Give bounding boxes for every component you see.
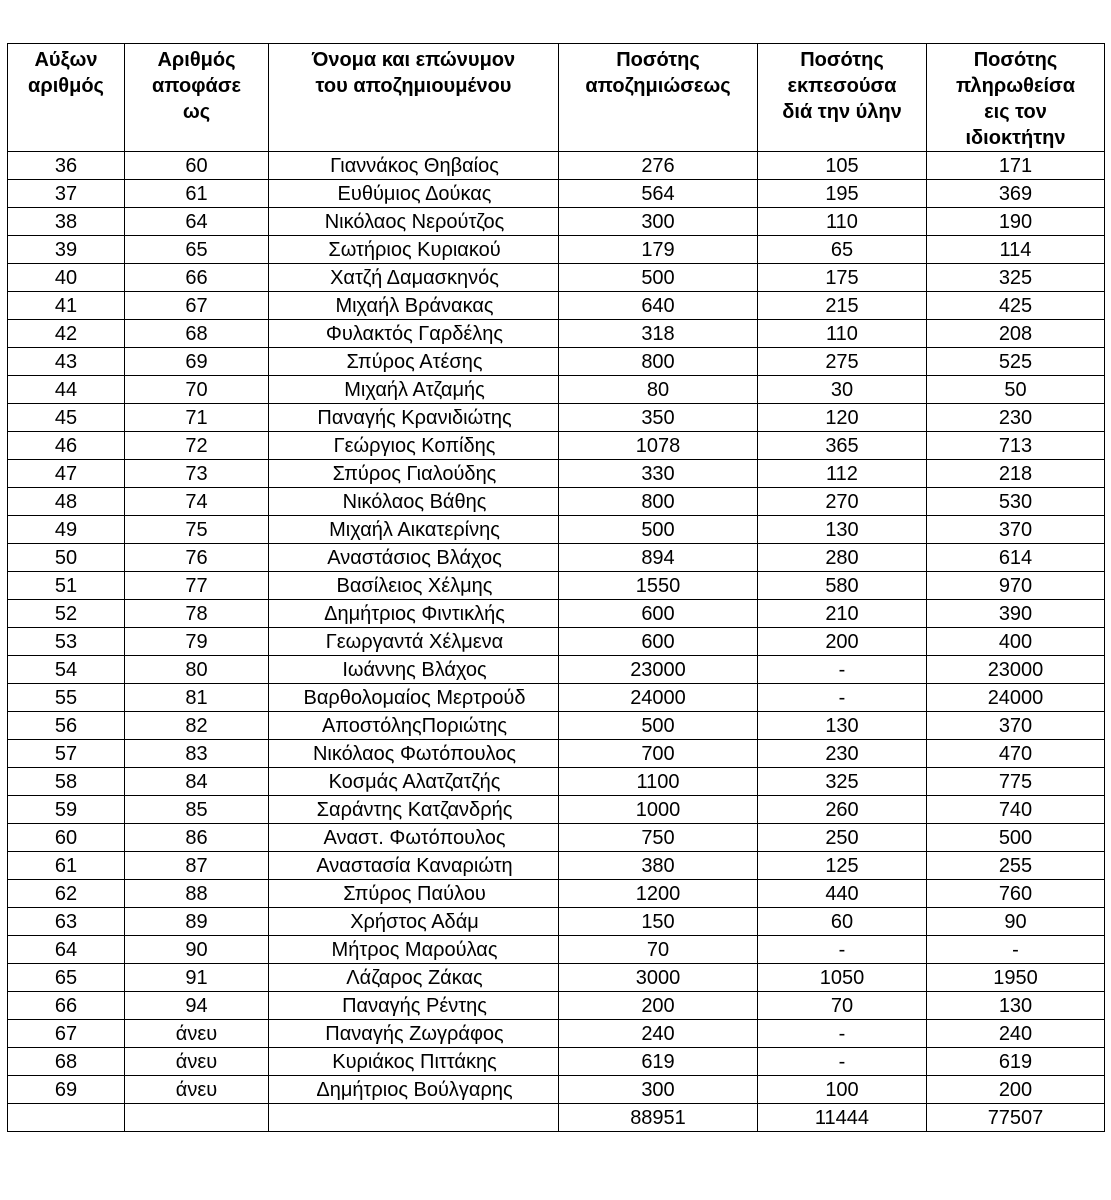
cell-decision: 68 [125, 320, 269, 348]
table-row [8, 376, 1105, 404]
cell-paid: 1950 [927, 964, 1105, 992]
cell-decision: άνευ [125, 1048, 269, 1076]
cell-compensation: 1200 [559, 880, 758, 908]
cell-name: Νικόλαος Βάθης [269, 488, 559, 516]
cell-compensation: 3000 [559, 964, 758, 992]
cell-decision: 65 [125, 236, 269, 264]
cell-name: Αναστασία Καναριώτη [269, 852, 559, 880]
cell-deduction: 130 [758, 712, 927, 740]
header-paid-amount [927, 44, 1105, 152]
cell-paid: 775 [927, 768, 1105, 796]
cell-name: Παναγής Κρανιδιώτης [269, 404, 559, 432]
cell-compensation: 500 [559, 516, 758, 544]
cell-serial: 68 [8, 1048, 125, 1076]
cell-compensation: 240 [559, 1020, 758, 1048]
header-line: αποφάσε [151, 75, 242, 97]
cell-serial: 57 [8, 740, 125, 768]
table-row [8, 320, 1105, 348]
cell-decision: άνευ [125, 1076, 269, 1104]
cell-paid: 255 [927, 852, 1105, 880]
cell-decision: 89 [125, 908, 269, 936]
cell-compensation: 640 [559, 292, 758, 320]
header-line: Αύξων [34, 49, 98, 71]
cell-decision: 73 [125, 460, 269, 488]
cell-paid: 390 [927, 600, 1105, 628]
cell-compensation: 330 [559, 460, 758, 488]
cell-name: Βαρθολομαίος Μερτρούδ [269, 684, 559, 712]
cell-compensation: 1000 [559, 796, 758, 824]
cell-name: Παναγής Ζωγράφος [269, 1020, 559, 1048]
cell-paid: 200 [927, 1076, 1105, 1104]
cell-decision: 70 [125, 376, 269, 404]
cell-deduction: 30 [758, 376, 927, 404]
table-row [8, 656, 1105, 684]
table-row [8, 880, 1105, 908]
cell-compensation: 500 [559, 264, 758, 292]
cell-paid: 530 [927, 488, 1105, 516]
cell-paid: 77507 [927, 1104, 1105, 1132]
cell-name: Νικόλαος Νερούτζος [269, 208, 559, 236]
cell-deduction: 260 [758, 796, 927, 824]
cell-deduction: 200 [758, 628, 927, 656]
cell-name: Σαράντης Κατζανδρής [269, 796, 559, 824]
cell-deduction: 105 [758, 152, 927, 180]
cell-serial: 69 [8, 1076, 125, 1104]
cell-compensation: 350 [559, 404, 758, 432]
cell-serial: 66 [8, 992, 125, 1020]
cell-paid: 90 [927, 908, 1105, 936]
table-row [8, 964, 1105, 992]
cell-name: Δημήτριος Βούλγαρης [269, 1076, 559, 1104]
header-line: Όνομα και επώνυμον [311, 49, 516, 71]
cell-decision: 88 [125, 880, 269, 908]
cell-decision: 76 [125, 544, 269, 572]
cell-paid: 230 [927, 404, 1105, 432]
cell-compensation: 1100 [559, 768, 758, 796]
cell-compensation: 300 [559, 1076, 758, 1104]
header-line: αποζημιώσεως [585, 75, 731, 97]
cell-name: Γιαννάκος Θηβαίος [269, 152, 559, 180]
cell-compensation: 80 [559, 376, 758, 404]
cell-name: Σωτήριος Κυριακού [269, 236, 559, 264]
cell-serial: 49 [8, 516, 125, 544]
cell-paid: 370 [927, 516, 1105, 544]
cell-name: Κοσμάς Αλατζατζής [269, 768, 559, 796]
cell-paid: 218 [927, 460, 1105, 488]
table-row [8, 740, 1105, 768]
cell-deduction: 65 [758, 236, 927, 264]
cell-paid: 713 [927, 432, 1105, 460]
cell-compensation: 500 [559, 712, 758, 740]
cell-name: Ιωάννης Βλάχος [269, 656, 559, 684]
table-row [8, 208, 1105, 236]
cell-decision: 86 [125, 824, 269, 852]
cell-compensation: 23000 [559, 656, 758, 684]
table-row [8, 992, 1105, 1020]
header-name [269, 44, 559, 152]
cell-deduction: - [758, 936, 927, 964]
cell-paid: 740 [927, 796, 1105, 824]
cell-name: Ευθύμιος Δούκας [269, 180, 559, 208]
cell-deduction: 1050 [758, 964, 927, 992]
cell-deduction: 110 [758, 320, 927, 348]
cell-compensation: 564 [559, 180, 758, 208]
cell-serial: 53 [8, 628, 125, 656]
cell-compensation: 318 [559, 320, 758, 348]
cell-deduction: 70 [758, 992, 927, 1020]
cell-paid: 760 [927, 880, 1105, 908]
cell-serial: 36 [8, 152, 125, 180]
cell-decision: άνευ [125, 1020, 269, 1048]
cell-paid: 190 [927, 208, 1105, 236]
cell-serial: 48 [8, 488, 125, 516]
table-row [8, 936, 1105, 964]
cell-compensation: 380 [559, 852, 758, 880]
header-serial-number [8, 44, 125, 152]
cell-deduction: 110 [758, 208, 927, 236]
cell-paid: 970 [927, 572, 1105, 600]
cell-name: Μιχαήλ Ατζαμής [269, 376, 559, 404]
cell-serial: 47 [8, 460, 125, 488]
cell-name: Κυριάκος Πιττάκης [269, 1048, 559, 1076]
cell-serial: 58 [8, 768, 125, 796]
cell-serial: 41 [8, 292, 125, 320]
cell-compensation: 24000 [559, 684, 758, 712]
cell-decision: 81 [125, 684, 269, 712]
cell-paid: 525 [927, 348, 1105, 376]
cell-deduction: 325 [758, 768, 927, 796]
table-row [8, 348, 1105, 376]
cell-deduction: 230 [758, 740, 927, 768]
cell-decision: 79 [125, 628, 269, 656]
cell-deduction: 250 [758, 824, 927, 852]
cell-serial: 63 [8, 908, 125, 936]
header-line: διά την ύλην [782, 101, 902, 123]
header-line: του αποζημιουμένου [315, 75, 512, 97]
table-row [8, 236, 1105, 264]
table-row [8, 796, 1105, 824]
cell-deduction: 11444 [758, 1104, 927, 1132]
cell-serial: 67 [8, 1020, 125, 1048]
table-row [8, 180, 1105, 208]
cell-decision: 66 [125, 264, 269, 292]
cell-paid: 369 [927, 180, 1105, 208]
cell-serial: 40 [8, 264, 125, 292]
cell-deduction: - [758, 684, 927, 712]
cell-deduction: 112 [758, 460, 927, 488]
table-row [8, 152, 1105, 180]
cell-paid: 23000 [927, 656, 1105, 684]
cell-decision: 82 [125, 712, 269, 740]
cell-serial: 55 [8, 684, 125, 712]
cell-name: Δημήτριος Φιντικλής [269, 600, 559, 628]
cell-compensation: 1550 [559, 572, 758, 600]
table-row [8, 264, 1105, 292]
cell-compensation: 150 [559, 908, 758, 936]
header-row [8, 44, 1105, 152]
table-row [8, 1020, 1105, 1048]
cell-paid: 470 [927, 740, 1105, 768]
cell-paid: 208 [927, 320, 1105, 348]
cell-name: Αναστάσιος Βλάχος [269, 544, 559, 572]
table-row [8, 1076, 1105, 1104]
cell-compensation: 88951 [559, 1104, 758, 1132]
table-row [8, 1048, 1105, 1076]
cell-name: Γεωργαντά Χέλμενα [269, 628, 559, 656]
table-row [8, 544, 1105, 572]
cell-serial: 65 [8, 964, 125, 992]
cell-decision: 84 [125, 768, 269, 796]
cell-paid: 24000 [927, 684, 1105, 712]
header-line: αριθμός [28, 75, 104, 97]
table-row [8, 824, 1105, 852]
cell-name: Σπύρος Παύλου [269, 880, 559, 908]
cell-name: ΑποστόληςΠοριώτης [269, 712, 559, 740]
cell-name: Φυλακτός Γαρδέλης [269, 320, 559, 348]
cell-paid: 614 [927, 544, 1105, 572]
cell-deduction: - [758, 1020, 927, 1048]
cell-serial: 51 [8, 572, 125, 600]
cell-name: Χρήστος Αδάμ [269, 908, 559, 936]
cell-compensation: 600 [559, 628, 758, 656]
cell-serial: 62 [8, 880, 125, 908]
table-row [8, 572, 1105, 600]
cell-deduction: 175 [758, 264, 927, 292]
header-line: εκπεσούσα [787, 75, 897, 97]
header-line: εις τον [984, 101, 1047, 123]
cell-paid: 130 [927, 992, 1105, 1020]
cell-name [269, 1104, 559, 1132]
cell-name: Μήτρος Μαρούλας [269, 936, 559, 964]
cell-decision: 72 [125, 432, 269, 460]
table-body [8, 152, 1105, 1132]
cell-decision: 77 [125, 572, 269, 600]
cell-decision: 71 [125, 404, 269, 432]
cell-deduction: 195 [758, 180, 927, 208]
cell-decision: 69 [125, 348, 269, 376]
cell-name: Παναγής Ρέντης [269, 992, 559, 1020]
table-row [8, 460, 1105, 488]
cell-deduction: 130 [758, 516, 927, 544]
cell-decision: 78 [125, 600, 269, 628]
cell-deduction: 440 [758, 880, 927, 908]
cell-serial: 56 [8, 712, 125, 740]
cell-name: Μιχαήλ Βράνακας [269, 292, 559, 320]
cell-serial: 54 [8, 656, 125, 684]
cell-paid: 171 [927, 152, 1105, 180]
cell-decision: 64 [125, 208, 269, 236]
cell-decision: 80 [125, 656, 269, 684]
cell-deduction: 275 [758, 348, 927, 376]
cell-name: Αναστ. Φωτόπουλος [269, 824, 559, 852]
cell-serial: 46 [8, 432, 125, 460]
header-line: ως [182, 101, 211, 123]
cell-decision: 91 [125, 964, 269, 992]
table-row [8, 292, 1105, 320]
cell-paid: 240 [927, 1020, 1105, 1048]
cell-compensation: 200 [559, 992, 758, 1020]
cell-serial: 37 [8, 180, 125, 208]
cell-compensation: 800 [559, 488, 758, 516]
header-decision-number [125, 44, 269, 152]
cell-serial: 38 [8, 208, 125, 236]
cell-compensation: 619 [559, 1048, 758, 1076]
cell-name: Σπύρος Γιαλούδης [269, 460, 559, 488]
cell-compensation: 750 [559, 824, 758, 852]
cell-serial: 44 [8, 376, 125, 404]
header-deduction-amount [758, 44, 927, 152]
cell-paid: 619 [927, 1048, 1105, 1076]
cell-deduction: 125 [758, 852, 927, 880]
cell-compensation: 300 [559, 208, 758, 236]
header-line: Ποσότης [973, 49, 1058, 71]
header-line: ιδιοκτήτην [965, 127, 1066, 149]
cell-compensation: 600 [559, 600, 758, 628]
cell-paid: 325 [927, 264, 1105, 292]
cell-serial: 39 [8, 236, 125, 264]
cell-decision: 74 [125, 488, 269, 516]
cell-serial: 52 [8, 600, 125, 628]
cell-decision: 90 [125, 936, 269, 964]
table-row [8, 516, 1105, 544]
cell-decision: 85 [125, 796, 269, 824]
header-compensation-amount [559, 44, 758, 152]
table-row [8, 628, 1105, 656]
table-row [8, 432, 1105, 460]
cell-compensation: 894 [559, 544, 758, 572]
cell-decision: 60 [125, 152, 269, 180]
cell-compensation: 1078 [559, 432, 758, 460]
cell-serial: 45 [8, 404, 125, 432]
cell-compensation: 276 [559, 152, 758, 180]
table-row [8, 600, 1105, 628]
cell-decision: 83 [125, 740, 269, 768]
cell-name: Βασίλειος Χέλμης [269, 572, 559, 600]
cell-deduction: - [758, 656, 927, 684]
totals-row [8, 1104, 1105, 1132]
cell-compensation: 70 [559, 936, 758, 964]
cell-deduction: - [758, 1048, 927, 1076]
cell-deduction: 60 [758, 908, 927, 936]
cell-decision: 75 [125, 516, 269, 544]
header-line: Ποσότης [616, 49, 700, 71]
cell-decision: 67 [125, 292, 269, 320]
table-row [8, 768, 1105, 796]
cell-deduction: 120 [758, 404, 927, 432]
cell-serial: 61 [8, 852, 125, 880]
cell-serial: 43 [8, 348, 125, 376]
header-line: πληρωθείσα [955, 75, 1075, 97]
cell-decision: 87 [125, 852, 269, 880]
cell-deduction: 365 [758, 432, 927, 460]
cell-compensation: 700 [559, 740, 758, 768]
header-line: Αριθμός [157, 49, 236, 71]
table-row [8, 712, 1105, 740]
cell-deduction: 210 [758, 600, 927, 628]
cell-name: Γεώργιος Κοπίδης [269, 432, 559, 460]
cell-name: Σπύρος Ατέσης [269, 348, 559, 376]
cell-serial: 42 [8, 320, 125, 348]
cell-decision: 94 [125, 992, 269, 1020]
table-row [8, 908, 1105, 936]
cell-serial: 60 [8, 824, 125, 852]
cell-serial [8, 1104, 125, 1132]
compensation-table [7, 43, 1105, 1132]
table-row [8, 404, 1105, 432]
cell-serial: 64 [8, 936, 125, 964]
cell-compensation: 800 [559, 348, 758, 376]
cell-name: Χατζή Δαμασκηνός [269, 264, 559, 292]
table-row [8, 684, 1105, 712]
cell-decision [125, 1104, 269, 1132]
cell-paid: 500 [927, 824, 1105, 852]
cell-paid: 425 [927, 292, 1105, 320]
cell-paid: 50 [927, 376, 1105, 404]
cell-compensation: 179 [559, 236, 758, 264]
cell-name: Λάζαρος Ζάκας [269, 964, 559, 992]
cell-paid: - [927, 936, 1105, 964]
cell-deduction: 270 [758, 488, 927, 516]
cell-deduction: 580 [758, 572, 927, 600]
cell-deduction: 215 [758, 292, 927, 320]
header-line: Ποσότης [800, 49, 884, 71]
cell-paid: 370 [927, 712, 1105, 740]
cell-paid: 114 [927, 236, 1105, 264]
table-row [8, 488, 1105, 516]
cell-deduction: 100 [758, 1076, 927, 1104]
cell-serial: 50 [8, 544, 125, 572]
table-row [8, 852, 1105, 880]
cell-decision: 61 [125, 180, 269, 208]
cell-serial: 59 [8, 796, 125, 824]
cell-name: Νικόλαος Φωτόπουλος [269, 740, 559, 768]
cell-deduction: 280 [758, 544, 927, 572]
cell-paid: 400 [927, 628, 1105, 656]
cell-name: Μιχαήλ Αικατερίνης [269, 516, 559, 544]
